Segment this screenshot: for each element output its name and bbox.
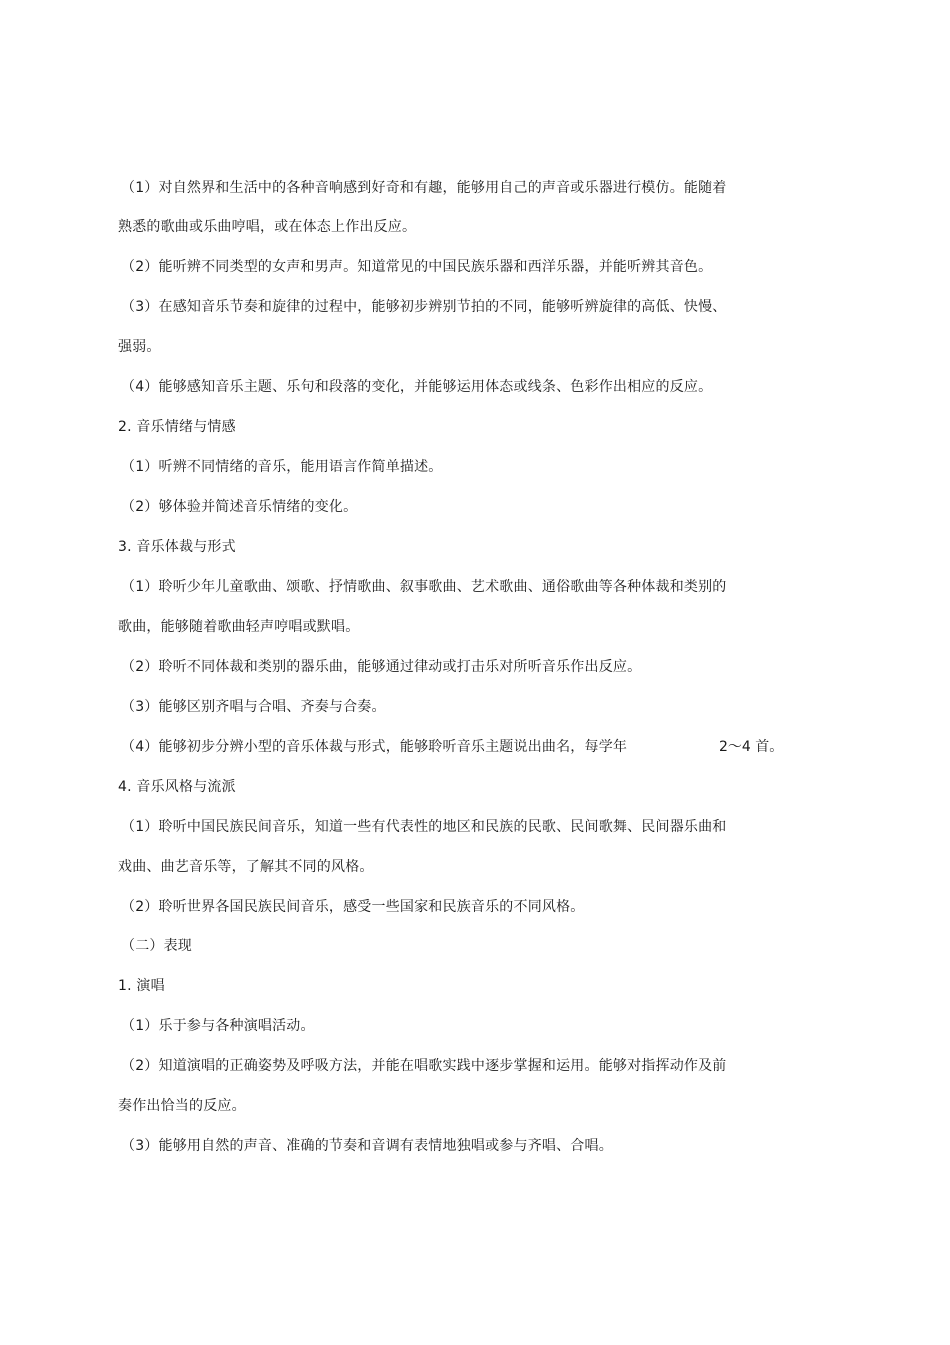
section-heading: 3. 音乐体裁与形式 <box>118 539 236 555</box>
paragraph-line: （2）知道演唱的正确姿势及呼吸方法，并能在唱歌实践中逐步掌握和运用。能够对指挥动作及前 <box>121 1058 727 1074</box>
paragraph-line: 熟悉的歌曲或乐曲哼唱，或在体态上作出反应。 <box>118 219 417 235</box>
paragraph-line-tail: 2～4 首。 <box>719 739 784 755</box>
section-heading: 1. 演唱 <box>118 978 165 994</box>
paragraph-line: （1）对自然界和生活中的各种音响感到好奇和有趣，能够用自己的声音或乐器进行模仿。能随着 <box>121 180 727 196</box>
paragraph-line: （4）能够感知音乐主题、乐句和段落的变化，并能够运用体态或线条、色彩作出相应的反应。 <box>121 379 713 395</box>
paragraph-line: （2）聆听不同体裁和类别的器乐曲，能够通过律动或打击乐对所听音乐作出反应。 <box>121 659 642 675</box>
paragraph-line: （3）能够用自然的声音、准确的节奏和音调有表情地独唱或参与齐唱、合唱。 <box>121 1138 613 1154</box>
section-heading: （二）表现 <box>121 938 192 954</box>
paragraph-line: （1）聆听少年儿童歌曲、颂歌、抒情歌曲、叙事歌曲、艺术歌曲、通俗歌曲等各种体裁和类别的 <box>121 579 727 595</box>
paragraph-line: 奏作出恰当的反应。 <box>118 1098 246 1114</box>
paragraph-line: （4）能够初步分辨小型的音乐体裁与形式，能够聆听音乐主题说出曲名，每学年 <box>121 739 628 755</box>
paragraph-line: 歌曲，能够随着歌曲轻声哼唱或默唱。 <box>118 619 360 635</box>
paragraph-line: 戏曲、曲艺音乐等，了解其不同的风格。 <box>118 859 374 875</box>
section-heading: 2. 音乐情绪与情感 <box>118 419 236 435</box>
paragraph-line: 强弱。 <box>118 339 161 355</box>
paragraph-line: （2）能听辨不同类型的女声和男声。知道常见的中国民族乐器和西洋乐器，并能听辨其音色。 <box>121 259 713 275</box>
section-heading: 4. 音乐风格与流派 <box>118 779 236 795</box>
paragraph-line: （1）乐于参与各种演唱活动。 <box>121 1018 315 1034</box>
paragraph-line: （2）够体验并简述音乐情绪的变化。 <box>121 499 358 515</box>
paragraph-line: （3）能够区别齐唱与合唱、齐奏与合奏。 <box>121 699 386 715</box>
paragraph-line: （3）在感知音乐节奏和旋律的过程中，能够初步辨别节拍的不同，能够听辨旋律的高低、快慢、 <box>121 299 727 315</box>
paragraph-line: （1）聆听中国民族民间音乐，知道一些有代表性的地区和民族的民歌、民间歌舞、民间器乐曲和 <box>121 819 727 835</box>
paragraph-line: （1）听辨不同情绪的音乐，能用语言作简单描述。 <box>121 459 443 475</box>
paragraph-line: （2）聆听世界各国民族民间音乐，感受一些国家和民族音乐的不同风格。 <box>121 899 585 915</box>
